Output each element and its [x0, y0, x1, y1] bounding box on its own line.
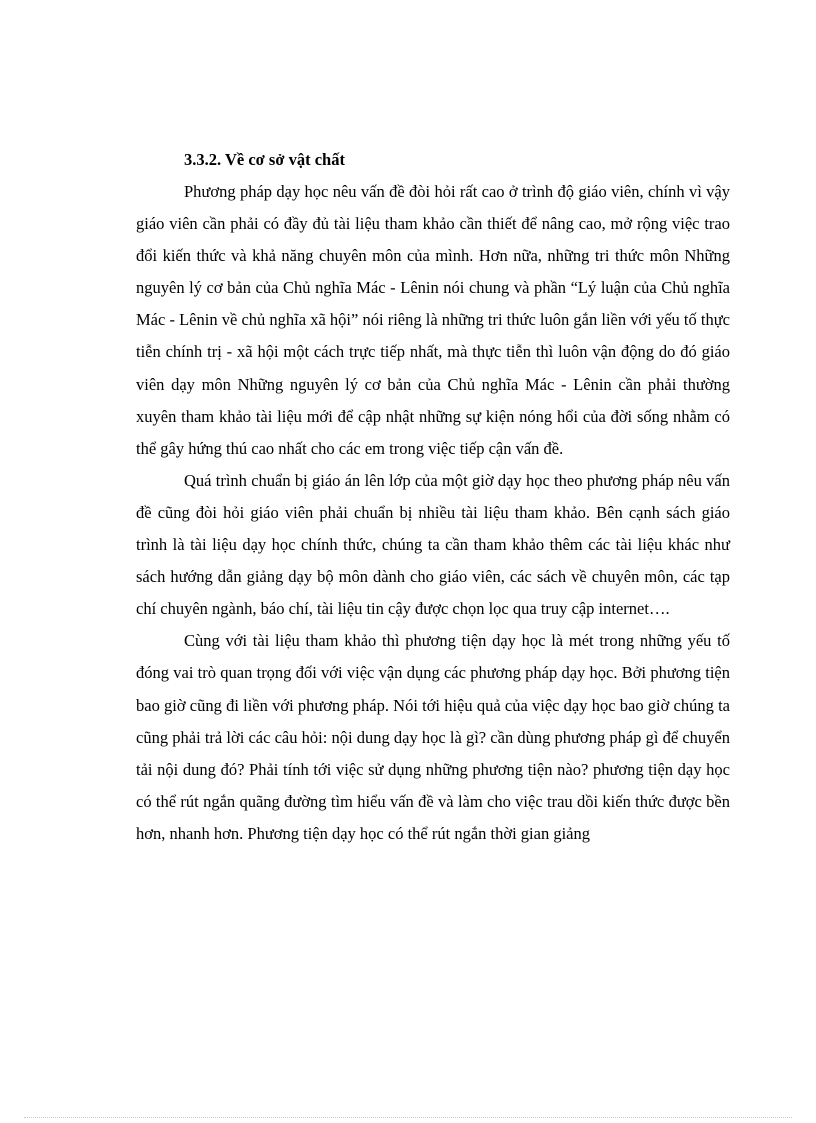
- paragraph-3: Cùng với tài liệu tham khảo thì phương tiện dạy học là mét trong những yếu tố đóng vai trò quan trọng đối với việc vận dụng các phương pháp dạy học. Bởi phương tiện bao giờ cũng đi liền với phương pháp. Nói tới hiệu quả của việc dạy học bao giờ chúng ta cũng phải trả lời các câu hỏi: nội dung dạy học là gì? cần dùng phương pháp gì để chuyển tải nội dung đó? Phải tính tới việc sử dụng những phương tiện nào? phương tiện dạy học có thể rút ngắn quãng đường tìm hiểu vấn đề và làm cho việc trau dồi kiến thức được bền hơn, nhanh hơn. Phương tiện dạy học có thể rút ngắn thời gian giảng: [136, 631, 730, 843]
- paragraph-2: Quá trình chuẩn bị giáo án lên lớp của một giờ dạy học theo phương pháp nêu vấn đề cũng đòi hỏi giáo viên phải chuẩn bị nhiều tài liệu tham khảo. Bên cạnh sách giáo trình là tài liệu dạy học chính thức, chúng ta cần tham khảo thêm các tài liệu khác như sách hướng dẫn giảng dạy bộ môn dành cho giáo viên, các sách về chuyên môn, các tạp chí chuyên ngành, báo chí, tài liệu tin cậy được chọn lọc qua truy cập internet….: [136, 470, 730, 619]
- paragraph-1: Phương pháp dạy học nêu vấn đề đòi hỏi rất cao ở trình độ giáo viên, chính vì vậy giáo viên cần phải có đầy đủ tài liệu tham khảo cần thiết để nâng cao, mở rộng việc trao đổi kiến thức và khả năng chuyên môn của mình. Hơn nữa, những tri thức môn Những nguyên lý cơ bản của Chủ nghĩa Mác - Lênin nói chung và phần “Lý luận của Chủ nghĩa Mác - Lênin về chủ nghĩa xã hội” nói riêng là những tri thức luôn gắn liền với yếu tố thực tiễn chính trị - xã hội một cách trực tiếp nhất, mà thực tiễn thì luôn vận động do đó giáo viên dạy môn Những nguyên lý cơ bản của Chủ nghĩa Mác - Lênin cần phải thường xuyên tham khảo tài liệu mới để cập nhật những sự kiện nóng hổi của đời sống nhằm có thể gây hứng thú cao nhất cho các em trong việc tiếp cận vấn đề.: [136, 182, 730, 458]
- page-bottom-divider: [24, 1117, 792, 1118]
- section-heading: 3.3.2. Về cơ sở vật chất: [184, 150, 345, 169]
- page-content: [136, 144, 730, 850]
